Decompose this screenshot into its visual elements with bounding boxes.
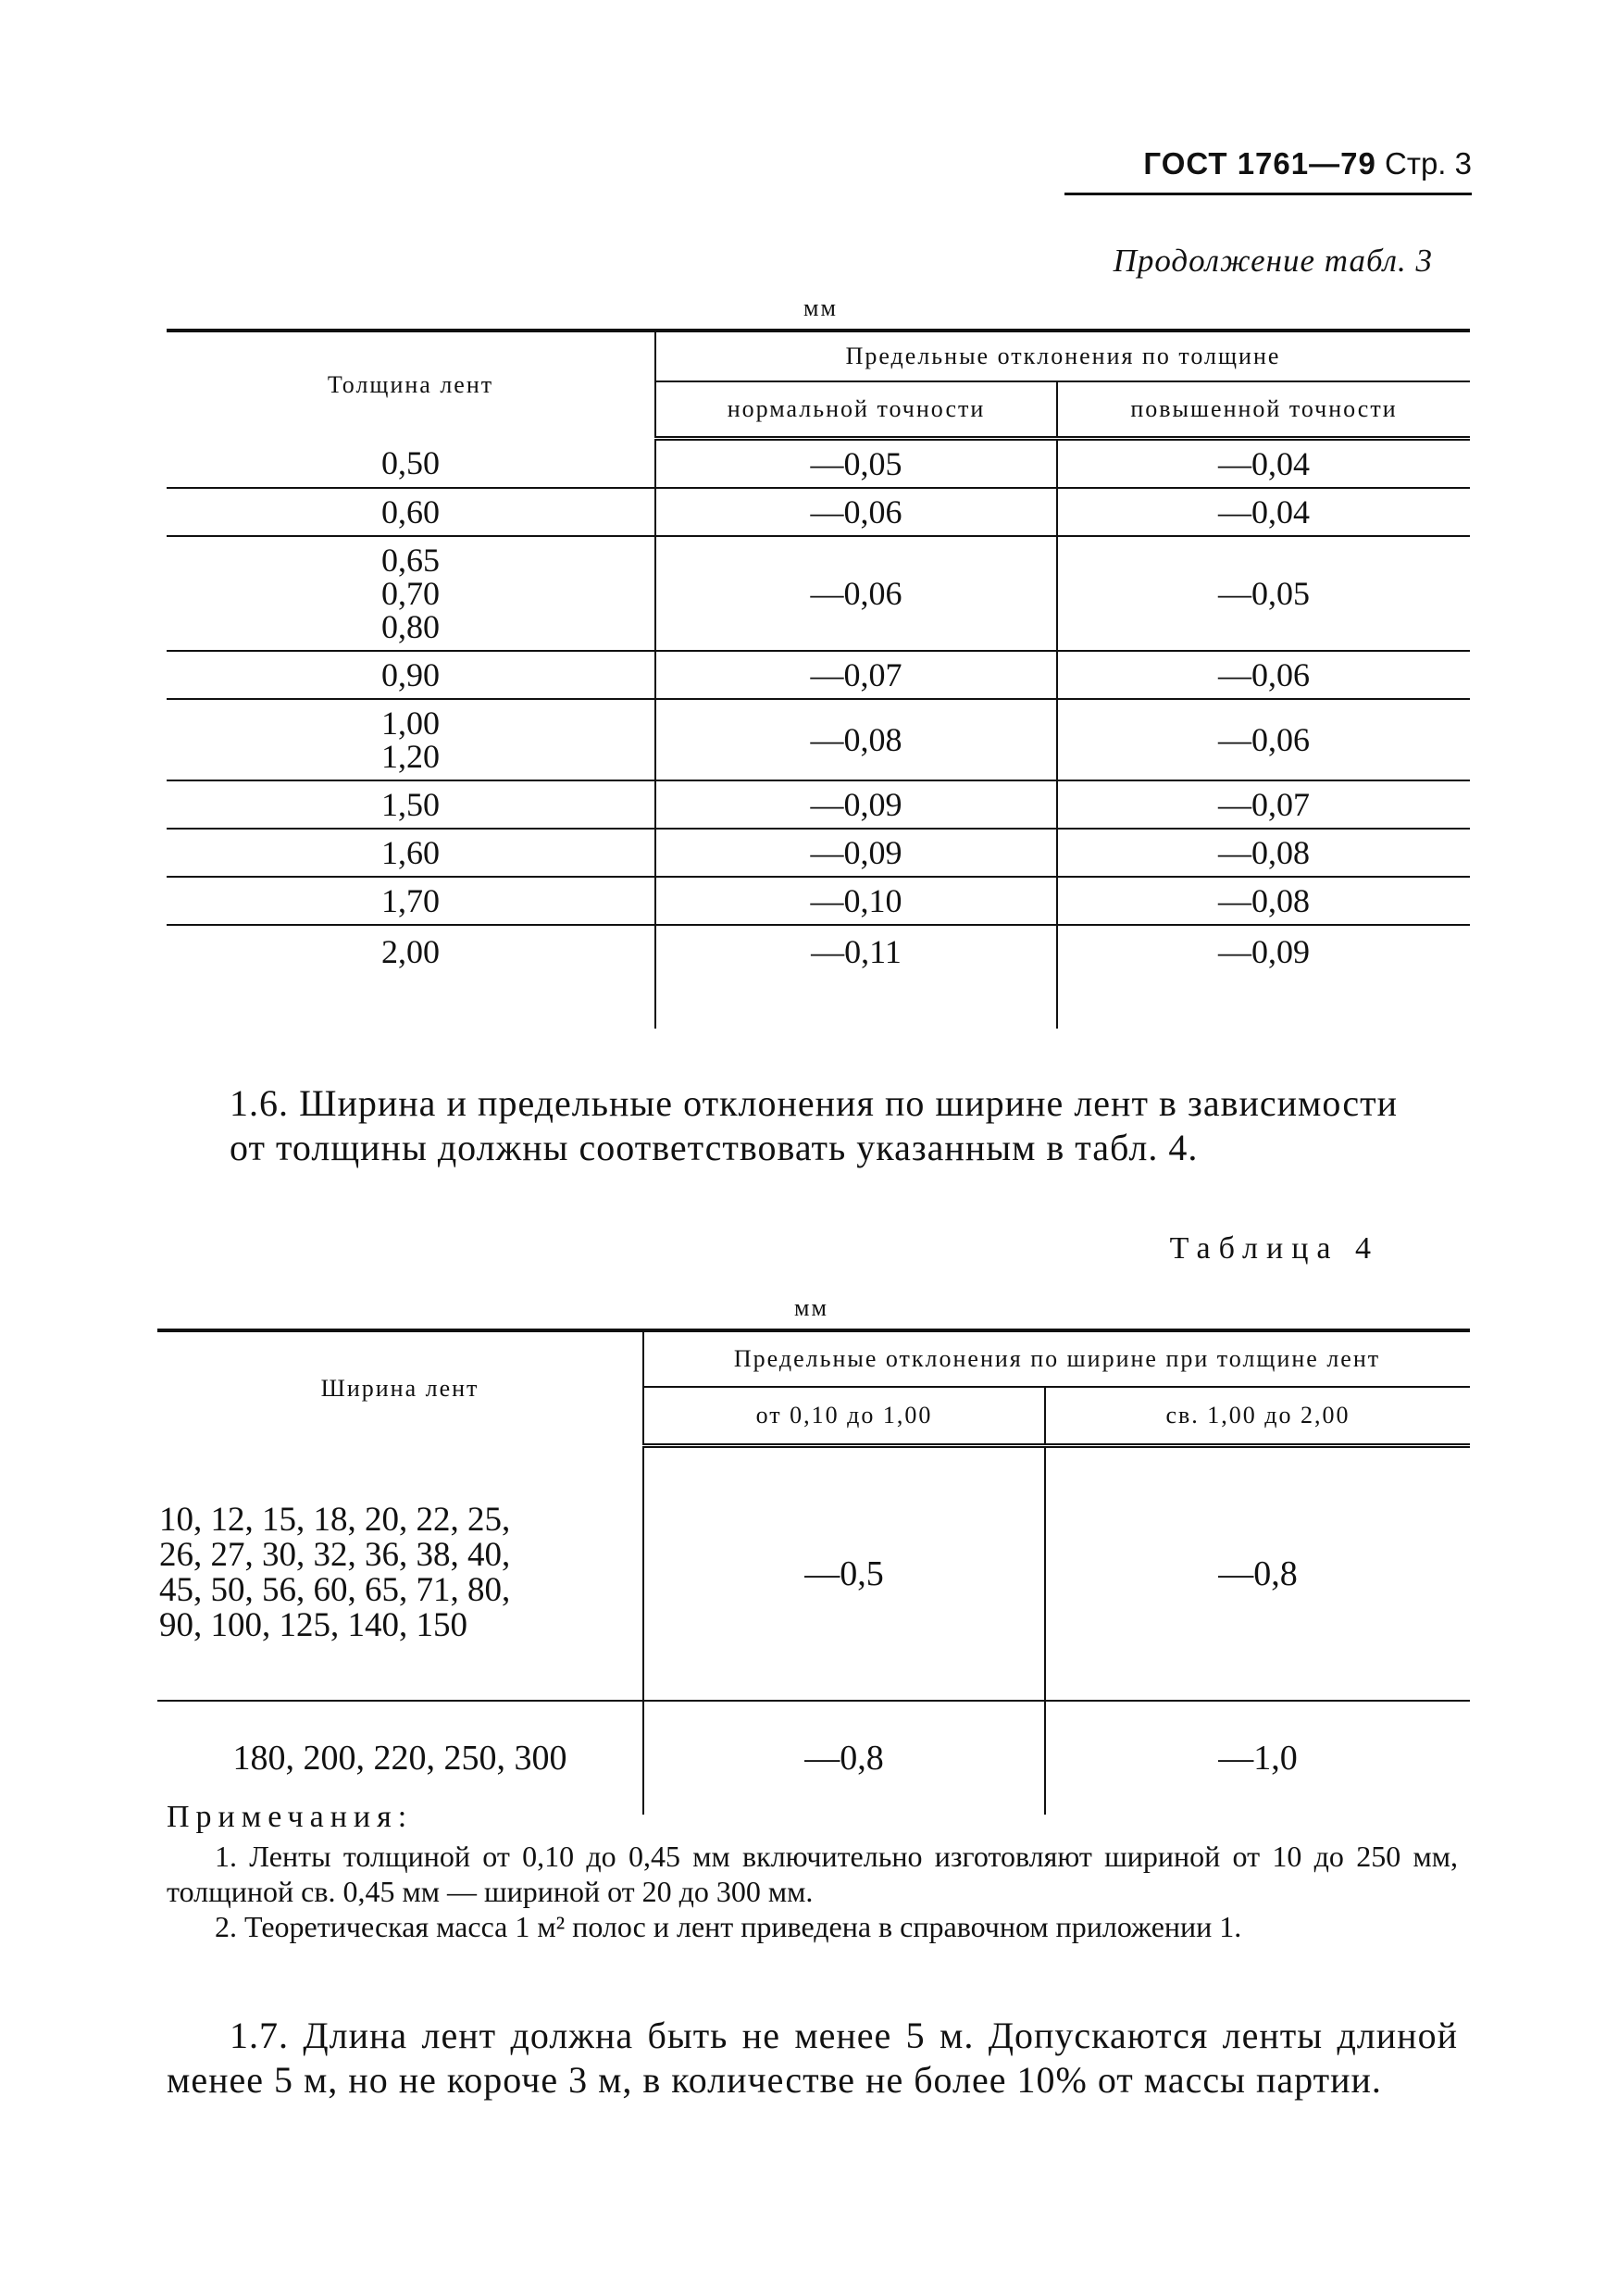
width-line: 90, 100, 125, 140, 150 — [159, 1605, 467, 1644]
header-thickness: Толщина лент — [327, 371, 494, 399]
normal-cell: —0,05 — [655, 439, 1057, 489]
high-cell: —0,04 — [1057, 439, 1470, 489]
table-row — [167, 488, 1470, 536]
table-row — [167, 651, 1470, 699]
normal-cell: —0,11 — [655, 925, 1057, 1029]
header-range1: от 0,10 до 1,00 — [643, 1387, 1045, 1446]
paragraph-1-6: 1.6. Ширина и предельные отклонения по ширине лент в зависимости от толщины должны соответствовать указанным в табл. 4. — [230, 1082, 1398, 1168]
range2-cell: —0,8 — [1045, 1446, 1470, 1702]
note-item: 1. Ленты толщиной от 0,10 до 0,45 мм включительно изготовляют шириной от 10 до 250 мм, толщиной св. 0,45 мм — шириной от 20 до 300 мм. — [167, 1840, 1458, 1908]
high-cell: —0,06 — [1057, 699, 1470, 780]
thickness-value: 0,80 — [381, 608, 440, 645]
table4 — [157, 1329, 1470, 1815]
table-row — [157, 1446, 1470, 1702]
normal-cell: —0,08 — [655, 699, 1057, 780]
table-row — [167, 536, 1470, 651]
note-item: 2. Теоретическая масса 1 м² полос и лент приведена в справочном приложении 1. — [215, 1910, 1242, 1943]
thickness-cell: 0,50 — [167, 439, 655, 489]
thickness-cell: 2,00 — [381, 933, 440, 970]
thickness-cell: 1,60 — [167, 829, 655, 877]
table4-units: мм — [794, 1294, 828, 1321]
table-row — [167, 925, 1470, 1029]
table-row — [167, 439, 1470, 489]
table-row — [157, 1701, 1470, 1815]
header-high: повышенной точности — [1057, 381, 1470, 439]
normal-cell: —0,07 — [655, 651, 1057, 699]
thickness-cell — [167, 699, 655, 780]
thickness-value: 0,70 — [381, 575, 440, 612]
width-cell: 180, 200, 220, 250, 300 — [232, 1739, 567, 1778]
notes — [167, 1800, 1458, 1944]
table-row — [167, 780, 1470, 829]
high-cell: —0,06 — [1057, 651, 1470, 699]
normal-cell: —0,10 — [655, 877, 1057, 925]
paragraph-1-7: 1.7. Длина лент должна быть не менее 5 м. Допускаются ленты длиной менее 5 м, но не короче 3 м, в количестве не более 10% от массы партии. — [167, 2015, 1458, 2101]
standard-number: ГОСТ 1761—79 — [1143, 146, 1376, 181]
width-cell — [157, 1446, 643, 1702]
high-cell: —0,07 — [1057, 780, 1470, 829]
thickness-cell: 0,90 — [167, 651, 655, 699]
notes-title: Примечания: — [167, 1800, 414, 1834]
thickness-cell: 0,60 — [167, 488, 655, 536]
high-cell: —0,08 — [1057, 829, 1470, 877]
normal-cell: —0,06 — [655, 488, 1057, 536]
thickness-value: 0,65 — [381, 542, 440, 579]
header-deviation-group: Предельные отклонения по толщине — [655, 331, 1470, 381]
header-normal: нормальной точности — [655, 381, 1057, 439]
width-line: 10, 12, 15, 18, 20, 22, 25, — [159, 1500, 511, 1539]
normal-cell: —0,09 — [655, 829, 1057, 877]
high-cell: —0,08 — [1057, 877, 1470, 925]
normal-cell: —0,09 — [655, 780, 1057, 829]
high-cell: —0,05 — [1057, 536, 1470, 651]
width-line: 26, 27, 30, 32, 36, 38, 40, — [159, 1535, 511, 1574]
table3-caption: Продолжение табл. 3 — [1113, 243, 1433, 279]
thickness-cell: 1,70 — [167, 877, 655, 925]
page-header — [1064, 146, 1472, 195]
width-line: 45, 50, 56, 60, 65, 71, 80, — [159, 1570, 511, 1609]
high-cell: —0,04 — [1057, 488, 1470, 536]
table-row — [167, 699, 1470, 780]
header-range2: св. 1,00 до 2,00 — [1045, 1387, 1470, 1446]
thickness-value: 1,00 — [381, 705, 440, 742]
range1-cell: —0,5 — [643, 1446, 1045, 1702]
header-deviation-group: Предельные отклонения по ширине при толщине лент — [643, 1330, 1470, 1387]
table3 — [167, 329, 1470, 1029]
table-row — [167, 829, 1470, 877]
high-cell: —0,09 — [1057, 925, 1470, 1029]
normal-cell: —0,06 — [655, 536, 1057, 651]
table3-units: мм — [803, 294, 838, 321]
thickness-cell: 1,50 — [167, 780, 655, 829]
table4-caption: Таблица 4 — [1169, 1231, 1379, 1266]
thickness-value: 1,20 — [381, 738, 440, 775]
page-number: Стр. 3 — [1385, 146, 1472, 181]
table-row — [167, 877, 1470, 925]
range1-cell: —0,8 — [643, 1701, 1045, 1815]
range2-cell: —1,0 — [1045, 1701, 1470, 1815]
thickness-cell — [167, 536, 655, 651]
header-width: Ширина лент — [320, 1375, 479, 1403]
